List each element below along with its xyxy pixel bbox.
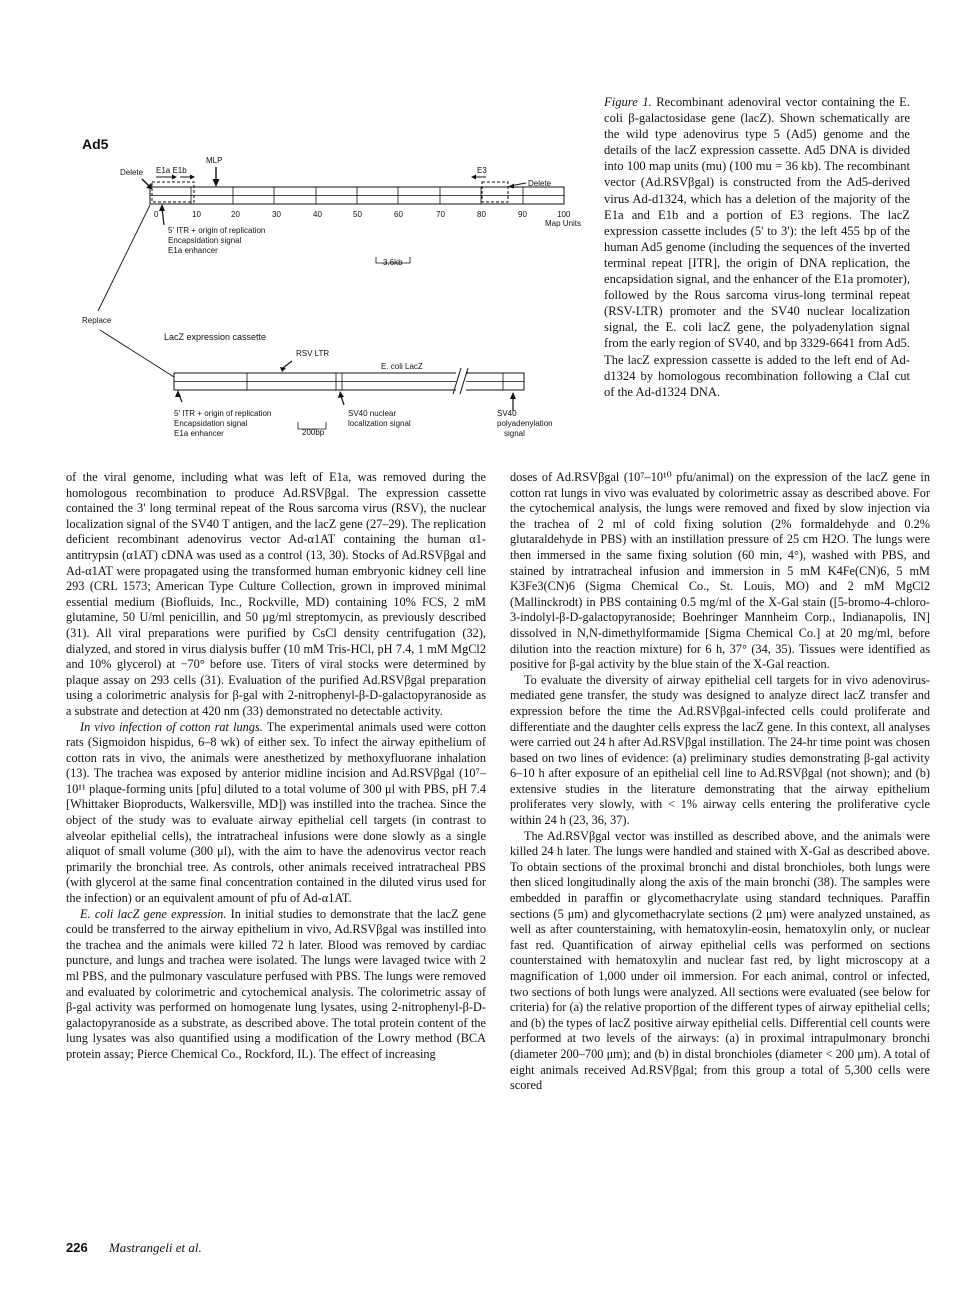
section-head-lacz-expression: E. coli lacZ gene expression. (80, 906, 227, 921)
figure-1-diagram (80, 135, 600, 450)
left-column (66, 470, 486, 1063)
sv40-nls-line-1: SV40 nuclear (348, 409, 397, 418)
e1a-e1b-label: E1a E1b (156, 166, 187, 175)
tick-40: 40 (313, 210, 322, 219)
sv40-polya-line-2: polyadenylation (497, 419, 553, 428)
e3-label: E3 (477, 166, 487, 175)
tick-70: 70 (436, 210, 445, 219)
cassette-itr-note-line-2: Encapsidation signal (174, 419, 248, 428)
caption-text: Recombinant adenoviral vector containing the E. coli β-galactosidase gene (lacZ). Shown schematically are the wild type adenovirus type 5 (Ad5) genome and the details of the lacZ expression cassette. Ad5 DNA is divided into 100 map units (mu) (100 mu = 36 kb). The recombinant vector (Ad.RSVβgal) is constructed from the Ad5-derived virus Ad-d1324, which has a deletion of the majority of the E1a and E1b and a portion of E3 regions. The lacZ expression cassette includes (5' to 3'): the left 455 bp of the human Ad5 genome (including the sequences of the inverted terminal repeat [ITR], the origin of DNA replication, the encapsidation signal, and the enhancer of the E1a promoter), followed by the Rous sarcoma virus-long terminal repeat (RSV-LTR) promoter and the SV40 nuclear localization signal, the E. coli lacZ gene, the polyadenylation signal from the early region of SV40, and bp 3329-6641 from Ad5. The lacZ expression cassette is added to the left end of Ad-d1324 by homologous recombination following a ClaI cut of the Ad-d1324 DNA. (604, 95, 910, 399)
tick-80: 80 (477, 210, 486, 219)
tick-50: 50 (353, 210, 362, 219)
right-paragraph-2: To evaluate the diversity of airway epithelial cell targets for in vivo adenovirus-mediated gene transfer, the study was designed to analyze direct lacZ transfer and expression before the time the Ad.RSVβgal-infected cells could proliferate and differentiate and the daughter cells express the lacZ gene. In this context, all analyses were carried out 24 h after Ad.RSVβgal instillation. The 24-hr time point was chosen based on two lines of evidence: (a) preliminary studies demonstrating β-gal activity 6–10 h after exposure of an epithelial cell line to Ad.RSVβgal (not shown); and (b) extensive studies in the literature demonstrating that the airway epithelium proliferates very slowly, with < 1% airway cells entering the proliferative cycle within 24 h (23, 36, 37). (510, 672, 930, 828)
figure-label: Figure 1. (604, 95, 652, 109)
page-number: 226 (66, 1240, 88, 1255)
deleted-region-e3 (482, 182, 508, 202)
tick-0: 0 (154, 210, 159, 219)
left-paragraph-2-body: The experimental animals used were cotton rats (Sigmoidon hispidus, 6–8 wk) of either sex. To infect the airway epithelium of cotton rats in vivo, the animals were anesthetized by methoxyfluorane inhalation (13). The trachea was exposed by anterior midline incision and Ad.RSVβgal (10⁷–10¹¹ plaque-forming units [pfu] diluted to a total volume of 300 μl with PBS, pH 7.4 [Whittaker Bioproducts, Walkersville, MD]) was instilled into the trachea. Since the object of the study was to evaluate airway epithelial cell targets (in contrast to alveolar epithelial cells), the intratracheal infusions were done slowly as a single aliquot of small volume (300 μl), with the aim to have the adenovirus vector reach primarily the bronchial tree. As controls, other animals received intratracheal PBS (with glycerol at the same final concentration contained in the diluted virus used for the infection) or an equivalent amount of pfu of Ad-α1AT. (66, 719, 486, 906)
delete-left-label: Delete (120, 168, 144, 177)
deleted-region-e1 (152, 182, 194, 202)
tick-10: 10 (192, 210, 201, 219)
tick-30: 30 (272, 210, 281, 219)
sv40-polya-line-1: SV40 (497, 409, 517, 418)
left-paragraph-2 (66, 720, 486, 907)
figure-caption (604, 94, 910, 400)
right-paragraph-3: The Ad.RSVβgal vector was instilled as described above, and the animals were killed 24 h later. The lungs were handled and stained with X-Gal as described above. To obtain sections of the proximal bronchi and distal bronchioles, both lungs were then sliced longitudinally along the axis of the main bronchi (38). The samples were embedded in paraffin or glycomethacrylate using standard techniques. Paraffin sections (5 μm) and glycomethacrylate sections (2 μm) were analyzed unstained, as well as after counterstaining, with hematoxylin-eosin, hematoxylin only, or nuclear fast red. Quantification of airway epithelial cells was performed on sections counterstained with hematoxylin and nuclear fast red, by light microscopy at a magnification of 1,000 under oil immersion. For each animal, control or infected, two sections of both lungs were analyzed. All sections were evaluated (see below for criteria) for (a) the relative proportion of the different types of airway epithelial cells; and (b) the types of lacZ positive airway epithelial cells. Differential cell counts were performed at two levels of the airways: (a) in proximal intrapulmonary bronchi (diameter 200–700 μm); and (b) in distal bronchioles (diameter < 200 μm). A total of eight animals received Ad.RSVβgal; from this group a total of 5,300 cells were scored (510, 828, 930, 1093)
section-head-in-vivo-infection: In vivo infection of cotton rat lungs. (80, 719, 263, 734)
tick-100: 100 (557, 210, 571, 219)
cassette-itr-note-line-3: E1a enhancer (174, 429, 224, 438)
left-paragraph-3-body: In initial studies to demonstrate that the lacZ gene could be transferred to the airway epithelium in vivo, Ad.RSVβgal was instilled into the trachea and the animals were killed 72 h later. Blood was removed by cardiac puncture, and lungs and trachea were isolated. The lungs were lavaged twice with 2 ml PBS, and the pulmonary vasculature perfused with PBS. The lungs were removed and evaluated by colorimetric and cytochemical analysis. The colorimetric assay of β-gal activity was performed on homogenate lung lysates, using 2-nitrophenyl-β-D-galactopyranoside as a substrate, as described above. The total protein content of the lung lysates was also quantified using a modification of the Lowry method (BCA protein assay; Pierce Chemical Co., Rockford, IL). The effect of increasing (66, 906, 486, 1061)
map-units-label: Map Units (545, 219, 582, 228)
scale-bar-3-6kb: 3.6kb (383, 258, 403, 267)
left-paragraph-3 (66, 907, 486, 1063)
delete-right-label: Delete (528, 179, 552, 188)
right-column (510, 470, 930, 1094)
genome-label: Ad5 (82, 136, 109, 152)
mlp-label: MLP (206, 156, 223, 165)
itr-note-line-2: Encapsidation signal (168, 236, 242, 245)
left-paragraph-1: of the viral genome, including what was left of E1a, was removed during the homologous recombination to produce Ad.RSVβgal. The expression cassette contained the 3' long terminal repeat of the Rous sarcoma virus (RSV), the nuclear localization signal of the SV40 T antigen, and the lacZ gene (27–29). The replication deficient recombinant adenovirus vector Ad-α1AT containing the human α1-antitrypsin (α1AT) cDNA was used as a control (13, 30). Stocks of Ad.RSVβgal and Ad-α1AT were propagated using the transformed human embryonic kidney cell line 293 (CRL 1573; American Type Culture Collection, grown in improved minimal essential medium (Biofluids, Inc., Rockville, MD) containing 10% FCS, 2 mM glutamine, 50 U/ml penicillin, and 50 μg/ml streptomycin, as previously described (31). All viral preparations were purified by CsCl density centrifugation (32), dialyzed, and stored in virus dialysis buffer (10 mM Tris-HCl, pH 7.4, 1 mM MgCl2 and 10% glycerol) at −70° before use. Titers of viral stocks were determined by plaque assay on 293 cells (31). Evaluation of the purified Ad.RSVβgal preparation using a colorimetric analysis for β-gal with 2-nitrophenyl-β-D-galactopyranoside as a substrate and detection at 420 nm (33) demonstrated no detectable activity. (66, 470, 486, 718)
tick-20: 20 (231, 210, 240, 219)
itr-note-line-1: 5' ITR + origin of replication (168, 226, 266, 235)
itr-note-line-3: E1a enhancer (168, 246, 218, 255)
scale-bar-200bp: 200bp (302, 428, 325, 437)
cassette-itr-note-line-1: 5' ITR + origin of replication (174, 409, 272, 418)
tick-90: 90 (518, 210, 527, 219)
replace-label: Replace (82, 316, 112, 325)
cassette-title: LacZ expression cassette (164, 332, 267, 342)
ecoli-lacz-label: E. coli LacZ (381, 362, 423, 371)
sv40-nls-line-2: localization signal (348, 419, 411, 428)
sv40-polya-line-3: signal (504, 429, 525, 438)
running-head: Mastrangeli et al. (108, 1240, 202, 1255)
tick-60: 60 (394, 210, 403, 219)
right-paragraph-1: doses of Ad.RSVβgal (10⁷–10¹⁰ pfu/animal) on the expression of the lacZ gene in cotton rat lungs in vivo was evaluated by colorimetric assay as described above. For the cytochemical analysis, the lungs were removed and fixed by slow injection via the trachea of 2 ml of cold fixing solution (2% formaldehyde and 0.2% glutaraldehyde in PBS) with an instillation pressure of 25 cm H2O. The lungs were then immersed in the same fixing solution (60 min, 4°), washed with PBS, and stained by intratracheal infusion and immersion in 5 mM K4Fe(CN)6, 5 mM K3Fe3(CN)6 (Sigma Chemical Co., St. Louis, MO) and 2 mM MgCl2 (Mallinckrodt) in PBS containing 0.5 mg/ml of the X-Gal stain ([5-bromo-4-chloro-3-indolyl-β-D-galactopyranoside; Boehringer Mannheim Corp., Indianapolis, IN] dissolved in N,N-dimethylformamide [Sigma Chemical Co.] at 20 mg/ml, before dilution into the reaction mixture) for 6 h, 37° (34, 35). Tissues were identified as positive for β-gal activity by the blue stain of the X-Gal reaction. (510, 470, 930, 672)
map-unit-ticks (154, 210, 571, 219)
page-footer (66, 1240, 202, 1256)
rsv-ltr-label: RSV LTR (296, 349, 330, 358)
